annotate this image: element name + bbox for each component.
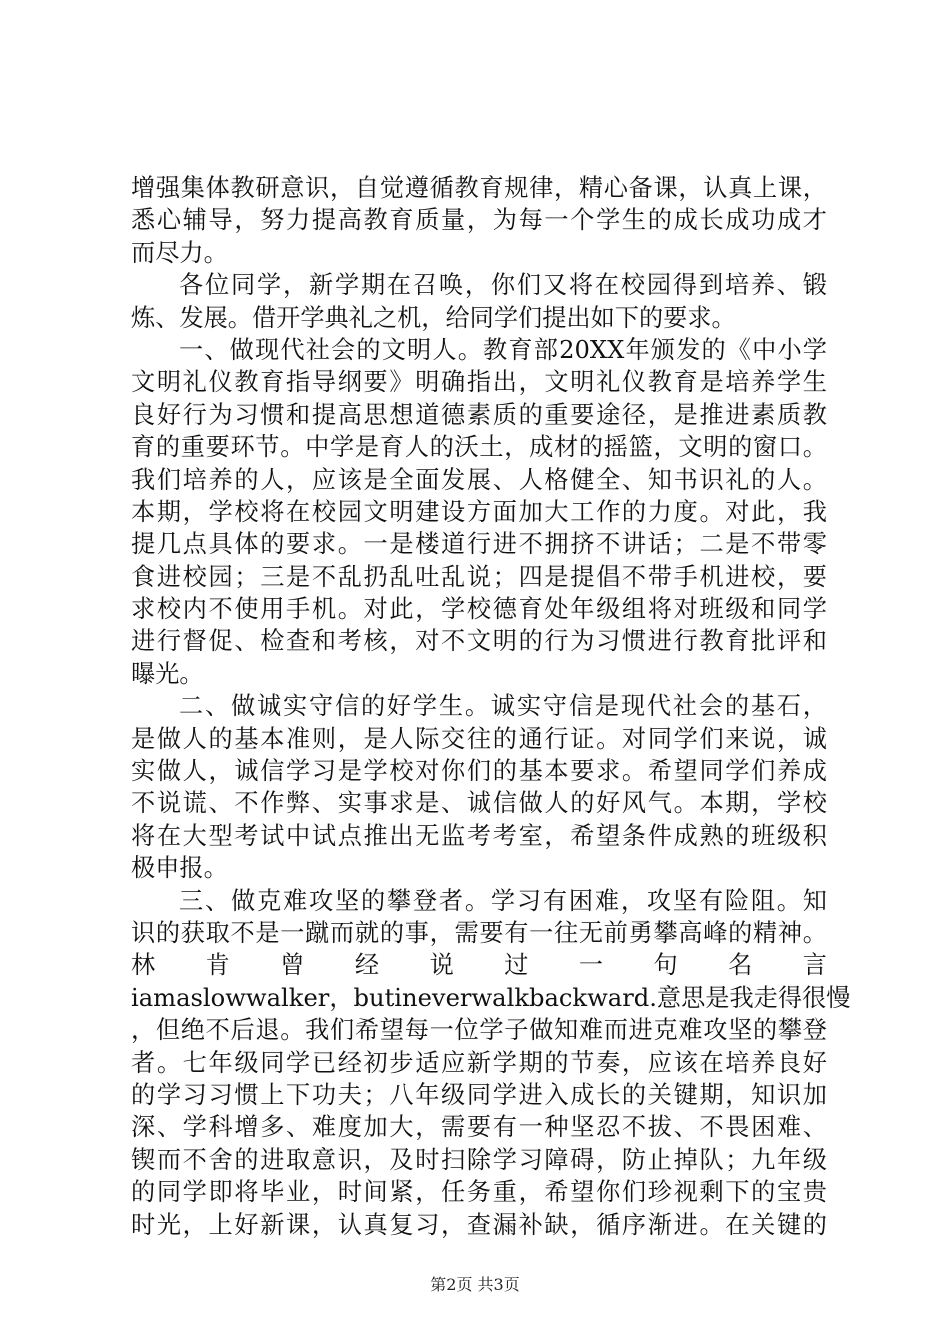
text-line: 求校内不使用手机。对此，学校德育处年级组将对班级和同学	[131, 595, 827, 624]
text-line: 实做人，诚信学习是学校对你们的基本要求。希望同学们养成	[131, 757, 827, 786]
text-line: 将在大型考试中试点推出无监考考室，希望条件成熟的班级积	[131, 821, 827, 850]
text-line: 的同学即将毕业，时间紧，任务重，希望你们珍视剩下的宝贵	[131, 1178, 827, 1207]
text-line: 是做人的基本准则，是人际交往的通行证。对同学们来说，诚	[131, 724, 827, 753]
text-line: 我们培养的人，应该是全面发展、人格健全、知书识礼的人。	[131, 465, 827, 494]
document-body	[131, 172, 851, 1241]
text-line: 悉心辅导，努力提高教育质量，为每一个学生的成长成功成才	[131, 206, 827, 235]
text-line: 时光，上好新课，认真复习，查漏补缺，循序渐进。在关键的	[131, 1210, 827, 1239]
text-line: 炼、发展。借开学典礼之机，给同学们提出如下的要求。	[131, 303, 736, 332]
text-line: 锲而不舍的进取意识，及时扫除学习障碍，防止掉队；九年级	[131, 1145, 827, 1174]
text-line: 良好行为习惯和提高思想道德素质的重要途径，是推进素质教	[131, 400, 827, 429]
paragraph-start-line: 各位同学，新学期在召唤，你们又将在校园得到培养、锻	[179, 271, 827, 300]
paragraph-start-line: 三、做克难攻坚的攀登者。学习有困难，攻坚有险阻。知	[179, 886, 827, 915]
text-line: 进行督促、检查和考核，对不文明的行为习惯进行教育批评和	[131, 627, 827, 656]
text-line: 提几点具体的要求。一是楼道行进不拥挤不讲话；二是不带零	[131, 530, 827, 559]
page-footer: 第2页 共3页	[430, 1275, 520, 1294]
text-line: 极申报。	[131, 854, 228, 883]
text-line: 本期，学校将在校园文明建设方面加大工作的力度。对此，我	[131, 497, 827, 526]
text-line: 文明礼仪教育指导纲要》明确指出，文明礼仪教育是培养学生	[131, 368, 827, 397]
paragraph-start-line: 一、做现代社会的文明人。教育部20XX年颁发的《中小学	[179, 335, 827, 364]
text-line: 者。七年级同学已经初步适应新学期的节奏，应该在培养良好	[131, 1048, 827, 1077]
text-line: ，但绝不后退。我们希望每一位学子做知难而进克难攻坚的攀登	[131, 1016, 827, 1045]
text-line: iamaslowwalker，butineverwalkbackward.意思是我走得很慢	[131, 983, 851, 1012]
text-line: 而尽力。	[131, 238, 228, 267]
text-line: 林 肯 曾 经 说 过 一 句 名 言	[131, 951, 827, 980]
text-line: 识的获取不是一蹴而就的事，需要有一往无前勇攀高峰的精神。	[131, 918, 827, 947]
text-line: 育的重要环节。中学是育人的沃土，成材的摇篮，文明的窗口。	[131, 433, 827, 462]
text-line: 曝光。	[131, 659, 204, 688]
text-line: 增强集体教研意识，自觉遵循教育规律，精心备课，认真上课，	[131, 174, 827, 202]
paragraph-start-line: 二、做诚实守信的好学生。诚实守信是现代社会的基石，	[179, 692, 827, 721]
text-line: 不说谎、不作弊、实事求是、诚信做人的好风气。本期，学校	[131, 789, 827, 818]
text-line: 食进校园；三是不乱扔乱吐乱说；四是提倡不带手机进校，要	[131, 562, 827, 591]
text-line: 深、学科增多、难度加大，需要有一种坚忍不拔、不畏困难、	[131, 1113, 827, 1142]
text-line: 的学习习惯上下功夫；八年级同学进入成长的关键期，知识加	[131, 1080, 827, 1109]
